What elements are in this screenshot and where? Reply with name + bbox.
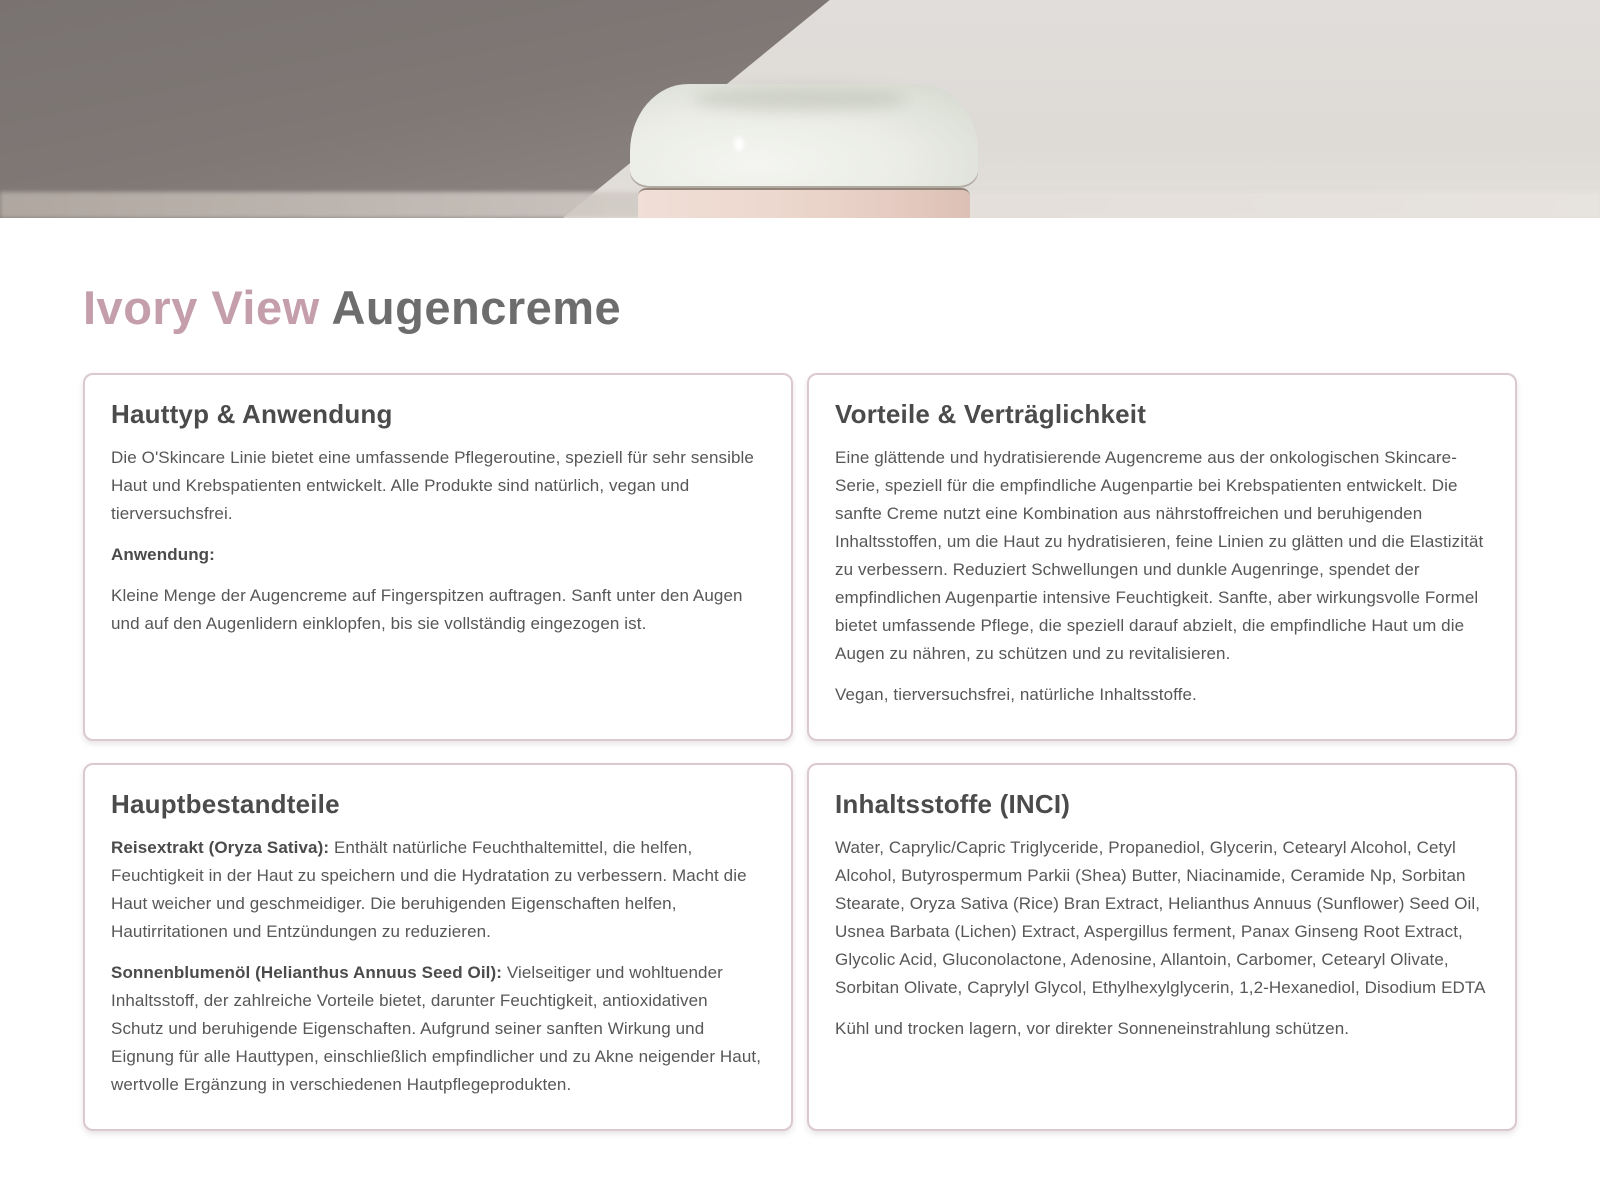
- product-info-section: [0, 280, 1600, 1131]
- card-subheading: [111, 541, 765, 569]
- hero-image: [0, 0, 1600, 218]
- card-body: [111, 444, 765, 638]
- paragraph-lead: Anwendung:: [111, 545, 215, 564]
- product-type-name: Augencreme: [331, 281, 622, 334]
- card-paragraph: Die O'Skincare Linie bietet eine umfassende Pflegeroutine, speziell für sehr sensible Haut und Krebspatienten entwickelt. Alle Produkte sind natürlich, vegan und tierversuchsfrei.: [111, 448, 754, 523]
- card-paragraph: Eine glättende und hydratisierende Augencreme aus der onkologischen Skincare-Serie, speziell für die empfindliche Augenpartie bei Krebspatienten entwickelt. Die sanfte Creme nutzt eine Kombination aus nährstoffreichen und beruhigenden Inhaltsstoffen, um die Haut zu hydratisieren, feine Linien zu glätten und die Elastizität zu verbessern. Reduziert Schwellungen und dunkle Augenringe, spendet der empfindlichen Augenpartie intensive Feuchtigkeit. Sanfte, aber wirkungsvolle Formel bietet umfassende Pflege, die speziell darauf abzielt, die empfindliche Haut um die Augen zu nähren, zu schützen und zu revitalisieren.: [835, 448, 1484, 663]
- card-title: Hauttyp & Anwendung: [111, 399, 393, 429]
- card-body: [835, 444, 1489, 709]
- jar-lid: [630, 84, 978, 186]
- card-benefits-compatibility: [807, 373, 1517, 741]
- card-skin-type-usage: [83, 373, 793, 741]
- info-cards-grid: [83, 373, 1517, 1131]
- paragraph-lead: Reisextrakt (Oryza Sativa):: [111, 838, 330, 857]
- card-title: Inhaltsstoffe (INCI): [835, 789, 1071, 819]
- card-key-ingredients: [83, 763, 793, 1131]
- card-paragraph: Vegan, tierversuchsfrei, natürliche Inhaltsstoffe.: [835, 685, 1197, 704]
- card-body: [111, 834, 765, 1099]
- card-paragraph: Kleine Menge der Augencreme auf Fingerspitzen auftragen. Sanft unter den Augen und auf den Augenlidern einklopfen, bis sie vollständig eingezogen ist.: [111, 586, 743, 633]
- card-paragraph: Sonnenblumenöl (Helianthus Annuus Seed Oil): Vielseitiger und wohltuender Inhaltsstoff, der zahlreiche Vorteile bietet, darunter Feuchtigkeit, antioxidativen Schutz und beruhigende Eigenschaften. Aufgrund seiner sanften Wirkung und Eignung für alle Hauttypen, einschließlich empfindlicher und zu Akne neigender Haut, wertvolle Ergänzung in verschiedenen Hautpflegeprodukten.: [111, 963, 762, 1094]
- card-title: Hauptbestandteile: [111, 789, 340, 819]
- page-title: [83, 280, 1517, 335]
- card-body: [835, 834, 1489, 1043]
- paragraph-lead: Sonnenblumenöl (Helianthus Annuus Seed Oil):: [111, 963, 503, 982]
- card-paragraph: Kühl und trocken lagern, vor direkter Sonneneinstrahlung schützen.: [835, 1019, 1350, 1038]
- product-brand-name: Ivory View: [83, 281, 320, 334]
- card-paragraph: Water, Caprylic/Capric Triglyceride, Propanediol, Glycerin, Cetearyl Alcohol, Cetyl Alcohol, Butyrospermum Parkii (Shea) Butter, Niacinamide, Ceramide Np, Sorbitan Stearate, Oryza Sativa (Rice) Bran Extract, Helianthus Annuus (Sunflower) Seed Oil, Usnea Barbata (Lichen) Extract, Aspergillus ferment, Panax Ginseng Root Extract, Glycolic Acid, Gluconolactone, Adenosine, Allantoin, Carbomer, Cetearyl Olivate, Sorbitan Olivate, Caprylyl Glycol, Ethylhexylglycerin, 1,2-Hexanediol, Disodium EDTA: [835, 838, 1486, 997]
- card-paragraph: Reisextrakt (Oryza Sativa): Enthält natürliche Feuchthaltemittel, die helfen, Feuchtigkeit in der Haut zu speichern und die Hydratation zu verbessern. Macht die Haut weicher und geschmeidiger. Die beruhigenden Eigenschaften helfen, Hautirritationen und Entzündungen zu reduzieren.: [111, 838, 747, 941]
- jar-body: [638, 188, 970, 218]
- card-inci-ingredients: [807, 763, 1517, 1131]
- card-title: Vorteile & Verträglichkeit: [835, 399, 1147, 429]
- product-jar-image: [630, 84, 978, 218]
